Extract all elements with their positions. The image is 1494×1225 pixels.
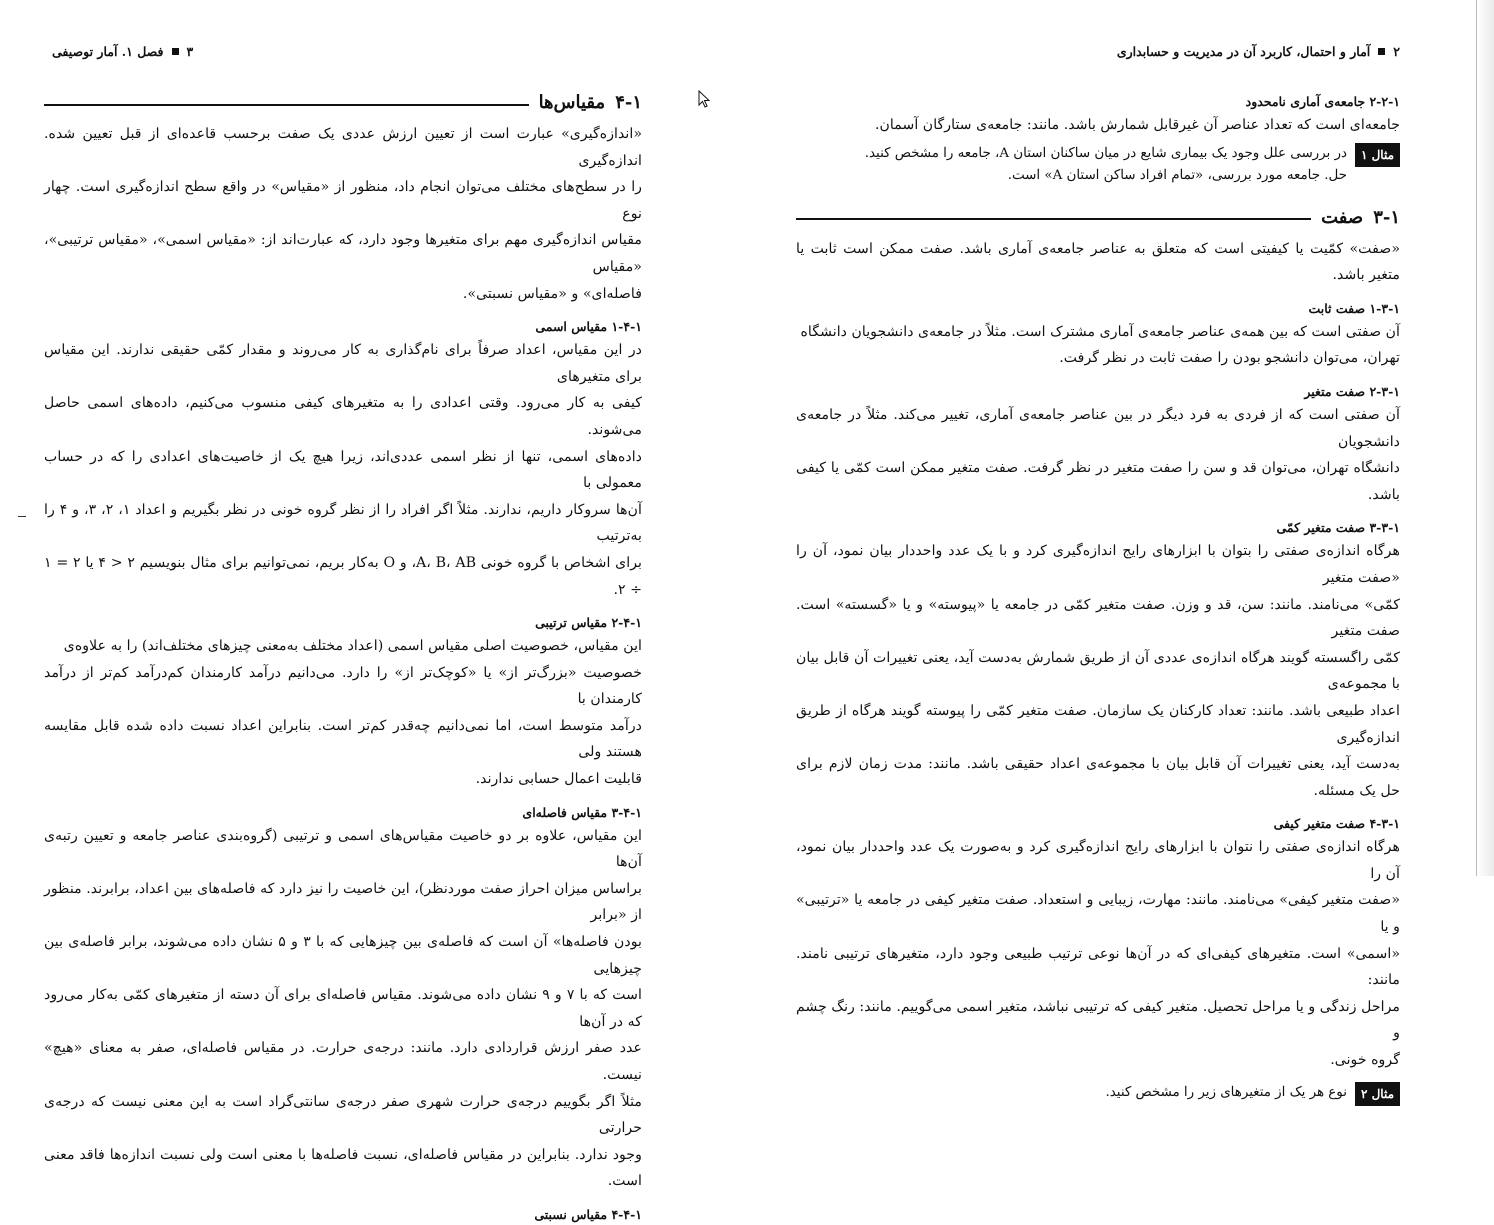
text-line: دانشگاه تهران، می‌توان قد و سن را صفت متغیر در نظر گرفت. صفت متغیر ممکن است کمّی یا کیفی باشد. [796,460,1400,503]
text-line: مثلاً اگر بگوییم درجه‌ی حرارت شهری صفر درجه‌ی سانتی‌گراد است به این معنی نیست که درجه‌ی حرارتی [44,1093,642,1137]
text-line: جامعه‌ای است که تعداد عناصر آن غیرقابل شمارش باشد. مانند: جامعه‌ی ستارگان آسمان. [874,117,1400,133]
example-badge: مثال ۱ [1355,143,1400,167]
subsection-title: ۳-۳-۱ صفت متغیر کمّی [1276,520,1400,536]
right-page [760,0,1494,1101]
right-page-header [1117,44,1400,59]
text-line: به‌دست آید، یعنی تغییرات آن قابل بیان با مجموعه‌ی اعداد حقیقی باشد. مانند: مدت زمان لازم برای حل یک مسئله. [796,756,1400,799]
right-page-number: ۲ [1393,44,1400,59]
text-line: مقیاس اندازه‌گیری مهم برای متغیرها وجود دارد، که عبارت‌اند از: «مقیاس اسمی»، «مقیاس ترتیبی»، «مقیاس [44,232,642,275]
mouse-pointer-icon [698,90,710,108]
section-title: صفت [1321,206,1364,228]
text-line: اعداد طبیعی باشد. مانند: تعداد کارکنان یک سازمان. صفت متغیر کمّی را پیوسته گویند هرگاه از طریق اندازه‌گیری [796,702,1400,746]
text-line: هرگاه اندازه‌ی صفتی را بتوان با ابزارهای رایج اندازه‌گیری کرد و با یک عدد واحددار بیان نمود، آن را «صفت متغیر [796,543,1400,586]
text-line: آن صفتی است که از فردی به فرد دیگر در بین عناصر جامعه‌ی آماری، تغییر می‌کند. مثلاً در جامعه‌ی دانشجویان [796,406,1400,450]
left-page-header [52,44,193,59]
right-page-content [796,88,1400,1106]
book-title: آمار و احتمال، کاربرد آن در مدیریت و حسابداری [1116,44,1371,59]
text-line: برای اشخاص با گروه خونی A، B، AB، و O به‌کار بریم، نمی‌توانیم برای مثال بنویسیم ۲ < ۴ یا ۲ = ۱ ÷ ۲. [44,554,642,598]
text-line: براساس میزان احراز صفت موردنظر)، این خاصیت را نیز دارد که فاصله‌های بین اعداد، برابرند. منظور از «برابر [44,880,642,924]
text-line: داده‌های اسمی، تنها از نظر اسمی عددی‌اند، زیرا هیچ یک از خاصیت‌های اعدادی را که در حساب معمولی با [44,448,642,492]
text-line: کمّی راگسسته گویند هرگاه اندازه‌ی عددی آن از طریق شمارش به‌دست آید، یعنی تغییرات آن قابل بیان با مجموعه‌ی [796,649,1400,693]
margin-mark [18,516,26,517]
left-intro [44,121,642,307]
subsection-title: ۴-۳-۱ صفت متغیر کیفی [1273,816,1400,832]
text-line: تهران، می‌توان دانشجو بودن را صفت ثابت در نظر گرفت. [1059,350,1400,367]
text-line: در بررسی علل وجود یک بیماری شایع در میان ساکنان استان A، جامعه را مشخص کنید. [864,145,1347,161]
text-line: حل. جامعه مورد بررسی، «تمام افراد ساکن استان A» است. [1007,167,1347,183]
text-line: آن‌ها سروکار داریم، ندارند. مثلاً اگر افراد را از نظر گروه خونی در نظر بگیریم و اعداد ۱، ۲، ۳، و ۴ را به‌ترتیب [44,501,642,545]
text-line: مراحل زندگی و یا مراحل تحصیل. متغیر کیفی که ترتیبی نباشد، متغیر اسمی می‌گوییم. مانند: رنگ چشم و [796,998,1400,1042]
text-line: وجود ندارد. بنابراین در مقیاس فاصله‌ای، نسبت فاصله‌ها با معنی است ولی نسبت اندازه‌ها فاقد معنی است. [44,1146,642,1190]
heading-rule [796,218,1311,220]
example-badge: مثال ۲ [1355,1082,1400,1106]
text-line: «اندازه‌گیری» عبارت است از تعیین ارزش عددی یک صفت برحسب قاعده‌ای از قبل تعیین شده. اندازه‌گیری [44,126,642,169]
left-page-content [44,88,642,1225]
text-line: خصوصیت «بزرگ‌تر از» یا «کوچک‌تر از» را دارد. می‌دانیم درآمد کارمندان کم‌درآمد کم‌تر از درآمد کارمندان با [44,664,642,708]
left-page-number: ۳ [186,44,194,59]
text-line: کیفی به کار می‌رود. وقتی اعدادی را به متغیرهای کیفی منسوب می‌کنیم، داده‌های اسمی حاصل می‌شوند. [44,395,642,438]
subsection-title: ۲-۲-۱ جامعه‌ی آماری نامحدود [1245,94,1400,109]
text-line: هرگاه اندازه‌ی صفتی را نتوان با ابزارهای رایج اندازه‌گیری کرد و به‌صورت یک عدد واحددار بیان نمود، آن را [796,839,1400,882]
text-line: عدد صفر ارزش قراردادی دارد. مانند: درجه‌ی حرارت. در مقیاس فاصله‌ای، صفر به معنای «هیچ» نیست. [44,1040,642,1083]
section-heading-scales [44,92,642,113]
square-bullet-icon [1378,48,1385,55]
left-page [0,0,700,1222]
subsection-title: ۱-۳-۱ صفت ثابت [1308,300,1400,316]
text-line: قابلیت اعمال حسابی ندارند. [475,771,642,788]
subsection-title: ۳-۴-۱ مقیاس فاصله‌ای [522,804,642,820]
text-line: بودن فاصله‌ها» آن است که فاصله‌ی بین چیزهایی که با ۳ و ۵ نشان داده می‌شوند، برابر فاصله‌ی بین چیزهایی [44,934,642,977]
text-line: این مقیاس، خصوصیت اصلی مقیاس اسمی (اعداد مختلف به‌معنی چیزهای مختلف‌اند) را به علاوه‌ی [63,638,642,655]
text-line: این مقیاس، علاوه بر دو خاصیت مقیاس‌های اسمی و ترتیبی (گروه‌بندی عناصر جامعه و تعیین رتبه‌ی آن‌ها [44,827,642,871]
section-heading-attribute [796,207,1400,228]
text-line: فاصله‌ای» و «مقیاس نسبتی». [462,285,642,302]
section-title: مقیاس‌ها [538,92,606,113]
text-line: را در سطح‌های مختلف می‌توان انجام داد، منظور از «مقیاس» در واقع سطح اندازه‌گیری است. چهار نوع [44,179,642,222]
text-line: است که با ۷ و ۹ نشان داده می‌شوند. مقیاس فاصله‌ای برای آن دسته از متغیرهای کمّی به‌کار می‌رود که در آن‌ها [44,987,642,1030]
text-line: «اسمی» است. متغیرهای کیفی‌ای که در آن‌ها نوعی ترتیب طبیعی وجود دارد، متغیرهای ترتیبی نامند. مانند: [796,945,1400,989]
text-line: آن صفتی است که بین همه‌ی عناصر جامعه‌ی آماری مشترک است. مثلاً در جامعه‌ی دانشجویان دانشگاه [800,323,1400,340]
subsection-title: ۱-۴-۱ مقیاس اسمی [535,319,642,335]
left-chapter-title: فصل ۱. آمار توصیفی [52,44,164,59]
text-line: «صفت متغیر کیفی» می‌نامند. مانند: مهارت، زیبایی و استعداد. صفت متغیر کیفی در جامعه یا «ترتیبی» و یا [796,892,1400,936]
text-line: درآمد متوسط است، اما نمی‌دانیم چه‌قدر کم‌تر است. بنابراین اعداد نسبت داده شده قابل مقایسه هستند ولی [44,717,642,761]
book-edge-shadow [1476,0,1494,876]
text-line: «صفت» کمّیت یا کیفیتی است که متعلق به عناصر جامعه‌ی آماری باشد. صفت ممکن است ثابت یا متغیر باشد. [796,240,1400,284]
heading-rule [44,104,529,106]
subsection-title: ۲-۴-۱ مقیاس ترتیبی [535,615,642,631]
square-bullet-icon [172,48,179,55]
text-line: کمّی» می‌نامند. مانند: سن، قد و وزن. صفت متغیر کمّی در جامعه یا «پیوسته» و یا «گسسته» است. صفت متغیر [796,596,1400,640]
text-line: گروه خونی. [1330,1052,1400,1069]
text-line: نوع هر یک از متغیرهای زیر را مشخص کنید. [1105,1084,1347,1100]
text-line: در این مقیاس، اعداد صرفاً برای نام‌گذاری به کار می‌روند و مقدار کمّی حقیقی ندارند. این مقیاس برای متغیرهای [44,342,642,385]
section-number: ۳-۱ [1373,206,1400,228]
example-1 [796,143,1400,187]
section-number: ۴-۱ [615,92,642,113]
subsection-title: ۴-۴-۱ مقیاس نسبتی [534,1206,642,1222]
example-2 [796,1082,1400,1106]
subsection-title: ۲-۳-۱ صفت متغیر [1304,383,1400,399]
